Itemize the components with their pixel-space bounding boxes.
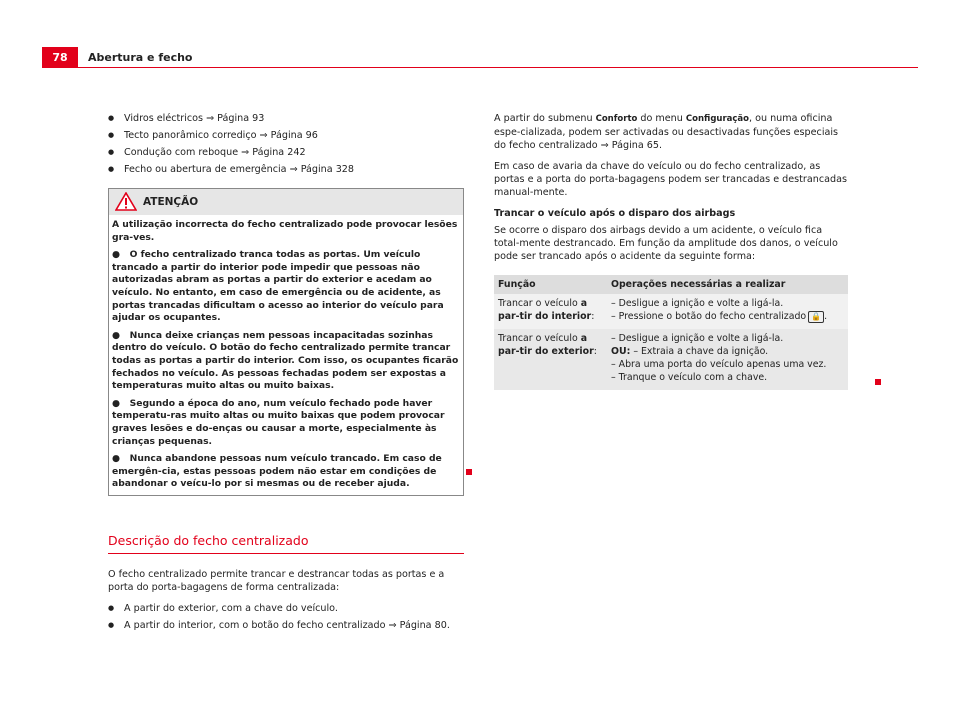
table-cell-operations: – Desligue a ignição e volte a ligá-la. – Pressione o botão do fecho centralizado 🔒 . xyxy=(607,294,848,329)
lock-button-icon: 🔒 xyxy=(808,311,824,323)
table-cell-function: Trancar o veículo a par-tir do interior: xyxy=(494,294,607,329)
warning-intro: A utilização incorrecta do fecho centralizado pode provocar lesões gra-ves. xyxy=(112,219,458,243)
end-of-section-mark xyxy=(875,379,881,385)
menu-term-conforto: Conforto xyxy=(595,114,638,124)
list-item: ● Condução com reboque ⇒ Página 242 xyxy=(108,146,464,159)
warning-item: ● O fecho centralizado tranca todas as portas. Um veículo trancado a partir do interior pode impedir que pessoas não autorizadas abram as portas a partir do exterior e acedam ao veículo. No entanto, em caso de emergência ou de acidente, as portas trancadas dificultam o acesso ao interior do veículo para ajudar os ocupantes. xyxy=(112,249,444,324)
table-header-operations: Operações necessárias a realizar xyxy=(607,275,848,294)
left-column xyxy=(108,112,464,636)
procedure-table xyxy=(494,275,848,390)
end-of-section-mark xyxy=(466,469,472,475)
header-rule xyxy=(42,67,918,68)
chapter-title: Abertura e fecho xyxy=(88,51,193,64)
section-intro: O fecho centralizado permite trancar e destrancar todas as portas e a porta do porta-bagagens de forma centralizada: xyxy=(108,568,445,593)
warning-title: ATENÇÃO xyxy=(143,196,199,208)
table-row xyxy=(494,294,848,329)
subheading-airbags: Trancar o veículo após o disparo dos airbags xyxy=(494,208,736,219)
table-row xyxy=(494,329,848,390)
warning-body xyxy=(109,215,463,495)
paragraph-airbags: Se ocorre o disparo dos airbags devido a um acidente, o veículo fica total-mente destrancado. Em função da amplitude dos danos, o veículo pode ser trancado após o acidente da seguinte forma: xyxy=(494,225,838,262)
table-cell-operations: – Desligue a ignição e volte a ligá-la. OU: – Extraia a chave da ignição. – Abra uma porta do veículo apenas uma vez. – Tranque o veículo com a chave. xyxy=(607,329,848,390)
section-rule xyxy=(108,553,464,554)
list-item: ● Tecto panorâmico corrediço ⇒ Página 96 xyxy=(108,129,464,142)
intro-bullet-list xyxy=(108,112,464,176)
warning-triangle-icon xyxy=(115,192,137,215)
list-item: ● A partir do exterior, com a chave do veículo. xyxy=(108,602,464,615)
paragraph-settings: A partir do submenu Conforto do menu Configuração, ou numa oficina espe-cializada, podem ser activadas ou desactivadas funções especiais do fecho centralizado ⇒ Página 65. xyxy=(494,113,839,151)
menu-term-configuracao: Configuração xyxy=(685,114,749,124)
paragraph-malfunction: Em caso de avaria da chave do veículo ou do fecho centralizado, as portas e a porta do porta-bagagens podem ser trancadas e destrancadas manual-mente. xyxy=(494,161,847,198)
table-header-function: Função xyxy=(494,275,607,294)
section-title: Descrição do fecho centralizado xyxy=(108,532,309,548)
warning-box xyxy=(108,188,464,496)
warning-item: ● Nunca deixe crianças nem pessoas incapacitadas sozinhas dentro do veículo. O botão do fecho centralizado permite trancar todas as portas a partir do interior. Com isso, os ocupantes ficarão fechados no veículo. As pessoas fechadas podem ser expostas a temperaturas muito altas ou muito baixas. xyxy=(112,329,459,392)
warning-header xyxy=(109,189,463,215)
list-item: ● A partir do interior, com o botão do fecho centralizado ⇒ Página 80. xyxy=(108,619,464,632)
warning-item: ● Segundo a época do ano, num veículo fechado pode haver temperatu-ras muito altas ou muito baixas que podem provocar graves lesões e do-enças ou causar a morte, especialmente às crianças pequenas. xyxy=(112,397,445,447)
right-column xyxy=(494,112,848,390)
table-cell-function: Trancar o veículo a par-tir do exterior: xyxy=(494,329,607,390)
list-item: ● Fecho ou abertura de emergência ⇒ Página 328 xyxy=(108,163,464,176)
section-bullet-list xyxy=(108,602,464,632)
page-number: 78 xyxy=(42,47,78,68)
list-item: ● Vidros eléctricos ⇒ Página 93 xyxy=(108,112,464,125)
warning-item: ● Nunca abandone pessoas num veículo trancado. Em caso de emergên-cia, estas pessoas podem não estar em condições de abandonar o veícu-lo por si mesmas ou de receber ajuda. xyxy=(112,453,442,490)
